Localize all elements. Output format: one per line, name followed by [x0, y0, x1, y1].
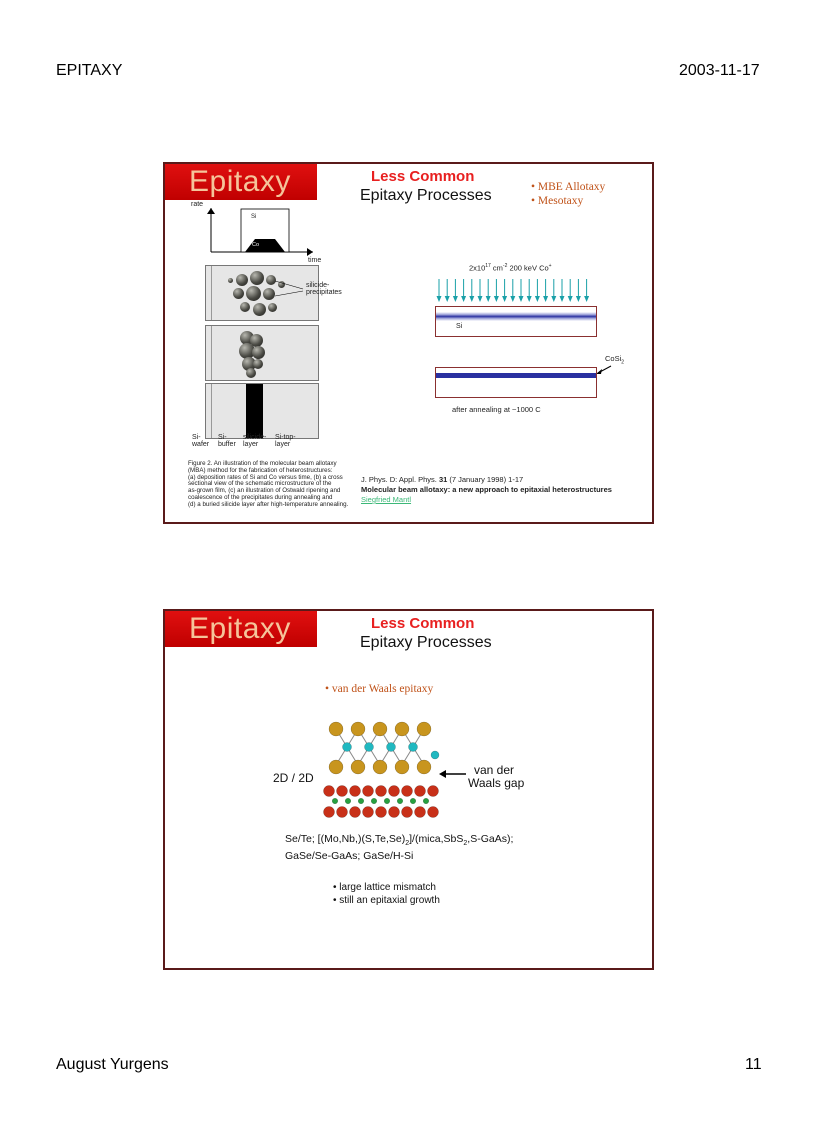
vdw-gap-label	[468, 764, 524, 790]
gold-atom	[329, 760, 343, 774]
green-atom	[384, 798, 390, 804]
reference-author-link[interactable]: Siegfried Mantl	[361, 495, 412, 504]
time-axis-label: time	[308, 257, 322, 264]
red-atom	[337, 786, 348, 797]
red-atom	[376, 786, 387, 797]
cyan-atom	[343, 743, 352, 752]
vdw-gap-arrow	[439, 769, 467, 779]
point-epitaxial-growth: • still an epitaxial growth	[333, 895, 440, 906]
green-atom	[410, 798, 416, 804]
bullet-mesotaxy: • Mesotaxy	[531, 195, 584, 207]
formula-part: ,S-GaAs);	[467, 833, 514, 845]
ion-arrow-head	[576, 296, 581, 302]
caption-line: (a) deposition rates of Si and Co versus time, (b) a cross	[188, 473, 343, 481]
anneal-label: after annealing at ~1000 C	[452, 405, 541, 414]
points-list	[333, 881, 440, 907]
si-label: Si	[251, 214, 257, 220]
ion-arrow-head	[478, 296, 483, 302]
green-atom	[358, 798, 364, 804]
silicide-layer-band	[246, 384, 263, 438]
rate-axis-label: rate	[191, 201, 204, 208]
slide-title: Epitaxy	[189, 612, 291, 645]
green-atom	[332, 798, 338, 804]
ion-arrows	[435, 278, 595, 304]
implant-profile	[436, 312, 596, 321]
dose-unit: cm	[490, 263, 503, 273]
cosi2-arrow	[595, 364, 613, 376]
red-atom	[363, 807, 374, 818]
material-systems	[285, 833, 513, 863]
ion-arrow-head	[486, 296, 491, 302]
panel-ripening	[205, 325, 319, 381]
gold-atom	[373, 760, 387, 774]
cosi-sub: 2	[621, 359, 625, 366]
formula-part: ]/(mica,SbS	[409, 833, 464, 845]
ion-arrow-head	[535, 296, 540, 302]
si-substrate-implanted	[435, 306, 597, 337]
red-atom	[350, 807, 361, 818]
point-lattice-mismatch: • large lattice mismatch	[333, 882, 436, 893]
layer-label-si-wafer: Si- wafer	[192, 434, 210, 448]
gold-atom	[417, 760, 431, 774]
ion-arrow-head	[510, 296, 515, 302]
red-atom	[389, 807, 400, 818]
dose-unit-exp: -2	[502, 263, 508, 269]
page-number: 11	[745, 1056, 762, 1073]
layer-label-silicide: silicide- layer	[243, 434, 267, 448]
co-label: Co	[252, 242, 260, 248]
gold-atom	[373, 722, 387, 736]
ion-arrow-head	[527, 296, 532, 302]
red-atom	[428, 786, 439, 797]
vdw-lattice-diagram	[320, 715, 450, 823]
layer-label-si-buffer: Si- buffer	[218, 434, 236, 448]
bullet-list	[531, 180, 605, 208]
green-atom	[345, 798, 351, 804]
gold-atom	[351, 760, 365, 774]
red-atom	[376, 807, 387, 818]
ion-arrow-head	[453, 296, 458, 302]
bullet-vdw-epitaxy: • van der Waals epitaxy	[325, 683, 434, 695]
ref-journal: J. Phys. D: Appl. Phys.	[361, 475, 439, 484]
ref-date-pages: (7 January 1998) 1-17	[447, 475, 524, 484]
green-atom	[423, 798, 429, 804]
panel-buried-layer	[205, 383, 319, 439]
ion-arrow-head	[469, 296, 474, 302]
ion-arrow-head	[461, 296, 466, 302]
subtitle-red: Less Common	[371, 168, 475, 185]
bullet-mbe-allotaxy: • MBE Allotaxy	[531, 181, 606, 193]
green-atom	[371, 798, 377, 804]
red-atom	[428, 807, 439, 818]
slide-title: Epitaxy	[189, 165, 291, 198]
ion-arrow-head	[584, 296, 589, 302]
red-atom	[402, 786, 413, 797]
ion-arrow-head	[568, 296, 573, 302]
subtitle-red: Less Common	[371, 615, 475, 632]
precip-pointer-lines	[275, 279, 305, 299]
layer-label-si-top: Si-top- layer	[275, 434, 296, 448]
cosi-base: CoSi	[605, 354, 622, 363]
gold-atom	[395, 760, 409, 774]
subtitle: Epitaxy Processes	[360, 634, 492, 651]
implant-dose-label	[469, 262, 552, 273]
subtitle: Epitaxy Processes	[360, 187, 492, 204]
vdw-gap-label-line2: Waals gap	[468, 776, 525, 790]
ion-arrow-head	[502, 296, 507, 302]
ion-arrow-head	[519, 296, 524, 302]
material-systems-line2: GaSe/Se-GaAs; GaSe/H-Si	[285, 850, 414, 863]
figure-caption	[188, 461, 358, 509]
red-atom	[350, 786, 361, 797]
ion-arrow-head	[437, 296, 442, 302]
ion-arrow-head	[543, 296, 548, 302]
si-substrate-annealed	[435, 367, 597, 398]
red-atom	[324, 786, 335, 797]
green-atom	[397, 798, 403, 804]
red-atom	[389, 786, 400, 797]
red-atom	[402, 807, 413, 818]
ref-volume: 31	[438, 475, 448, 484]
formula-sub: 2	[405, 840, 410, 848]
red-atom	[324, 807, 335, 818]
page-header-left: EPITAXY	[56, 62, 123, 79]
gold-atom	[351, 722, 365, 736]
gold-atom	[417, 722, 431, 736]
cyan-atom	[387, 743, 396, 752]
cyan-atom	[365, 743, 374, 752]
slide-1	[163, 162, 654, 524]
red-atom	[337, 807, 348, 818]
caption-line: Figure 2. An illustration of the molecular beam allotaxy	[188, 460, 337, 467]
reference-title: Molecular beam allotaxy: a new approach to epitaxial heterostructures	[361, 485, 612, 494]
si-substrate-label: Si	[456, 323, 463, 330]
gold-atom	[329, 722, 343, 736]
caption-line: coalescence of the precipitates during annealing and	[188, 493, 333, 501]
dose-base: 2x10	[469, 263, 486, 273]
page-header-right: 2003-11-17	[679, 62, 760, 79]
ion-arrow-head	[551, 296, 556, 302]
red-atom	[415, 786, 426, 797]
caption-line: as-grown film, (c) an illustration of Ostwald ripening and	[188, 487, 341, 495]
slide-title-box	[165, 164, 317, 200]
cyan-atom	[409, 743, 418, 752]
red-atom	[363, 786, 374, 797]
vdw-gap-label-line1: van der	[474, 763, 515, 777]
caption-line: sectional view of the schematic microstructure of the	[188, 480, 332, 488]
formula-sub: 2	[463, 840, 468, 848]
ion-arrow-head	[445, 296, 450, 302]
ion-arrow-head	[560, 296, 565, 302]
slide-2	[163, 609, 654, 970]
cosi2-layer	[436, 373, 596, 378]
ion-charge: +	[548, 263, 552, 269]
dose-energy: 200 keV Co	[507, 263, 549, 273]
page-footer-left: August Yurgens	[56, 1056, 169, 1073]
caption-line: (d) a buried silicide layer after high-temperature annealing.	[188, 500, 349, 508]
caption-line: (MBA) method for the fabrication of heterostructures:	[188, 466, 333, 474]
dose-exp: 17	[485, 263, 491, 269]
slide-title-box	[165, 611, 317, 647]
red-atom	[415, 807, 426, 818]
cyan-atom	[431, 751, 439, 759]
ion-arrow-head	[494, 296, 499, 302]
precipitates-label: silicide- precipitates	[306, 282, 342, 296]
label-2d-2d: 2D / 2D	[273, 771, 314, 785]
gold-atom	[395, 722, 409, 736]
formula-part: Se/Te; [(Mo,Nb,)(S,Te,Se)	[285, 833, 406, 845]
rate-time-graph	[205, 208, 315, 258]
material-systems-line1	[285, 833, 513, 850]
reference-journal	[361, 475, 523, 484]
